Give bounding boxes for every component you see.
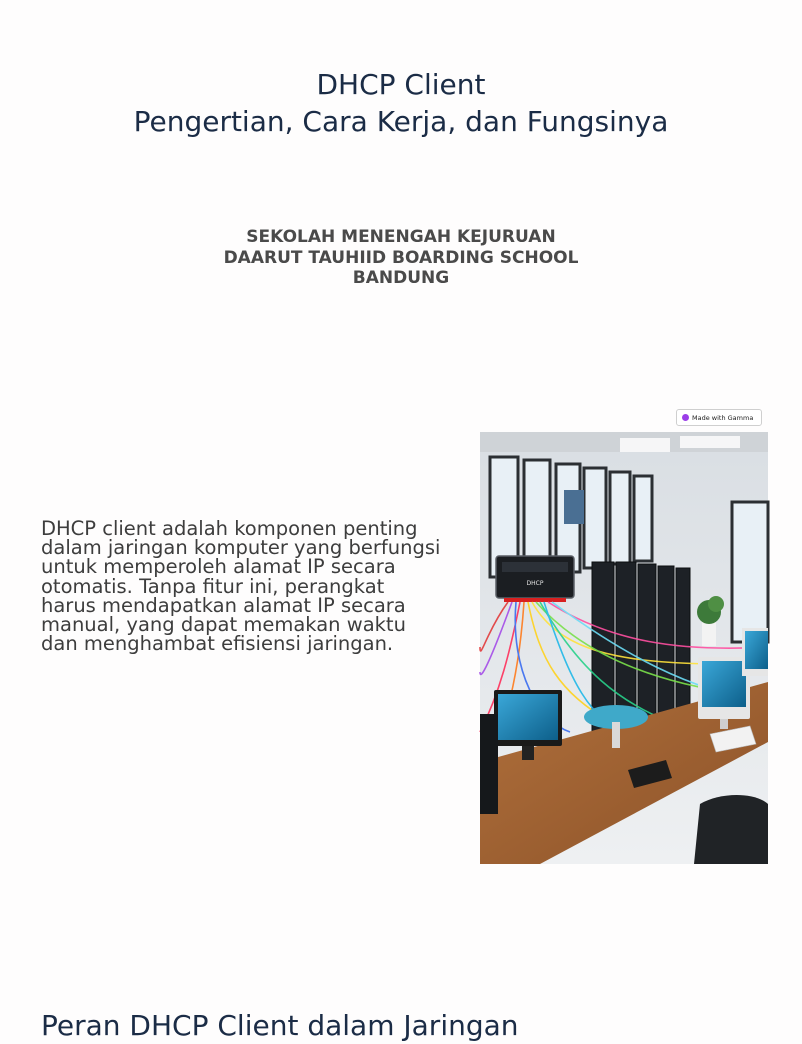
- device-label: DHCP: [526, 580, 544, 587]
- badge-label: Made with Gamma: [692, 413, 754, 422]
- school-line-2: DAARUT TAUHIID BOARDING SCHOOL: [223, 247, 579, 268]
- school-name: [0, 227, 802, 289]
- page-title: [0, 66, 802, 140]
- school-line-3: BANDUNG: [352, 268, 450, 288]
- gamma-logo-icon: [682, 414, 689, 421]
- intro-paragraph: DHCP client adalah komponen penting dalam jaringan komputer yang berfungsi untuk memperoleh alamat IP secara otomatis. Tanpa fitur ini, perangkat harus mendapatkan alamat IP secara manual, yang dapat memakan waktu dan menghambat efisiensi jaringan.: [41, 517, 441, 656]
- school-line-1: SEKOLAH MENENGAH KEJURUAN: [246, 227, 556, 247]
- title-line-1: DHCP Client: [316, 68, 486, 101]
- section-heading: Peran DHCP Client dalam Jaringan: [41, 1009, 519, 1042]
- computer-lab-illustration: [480, 432, 768, 864]
- title-line-2: Pengertian, Cara Kerja, dan Fungsinya: [133, 105, 669, 138]
- made-with-gamma-badge[interactable]: [676, 409, 762, 426]
